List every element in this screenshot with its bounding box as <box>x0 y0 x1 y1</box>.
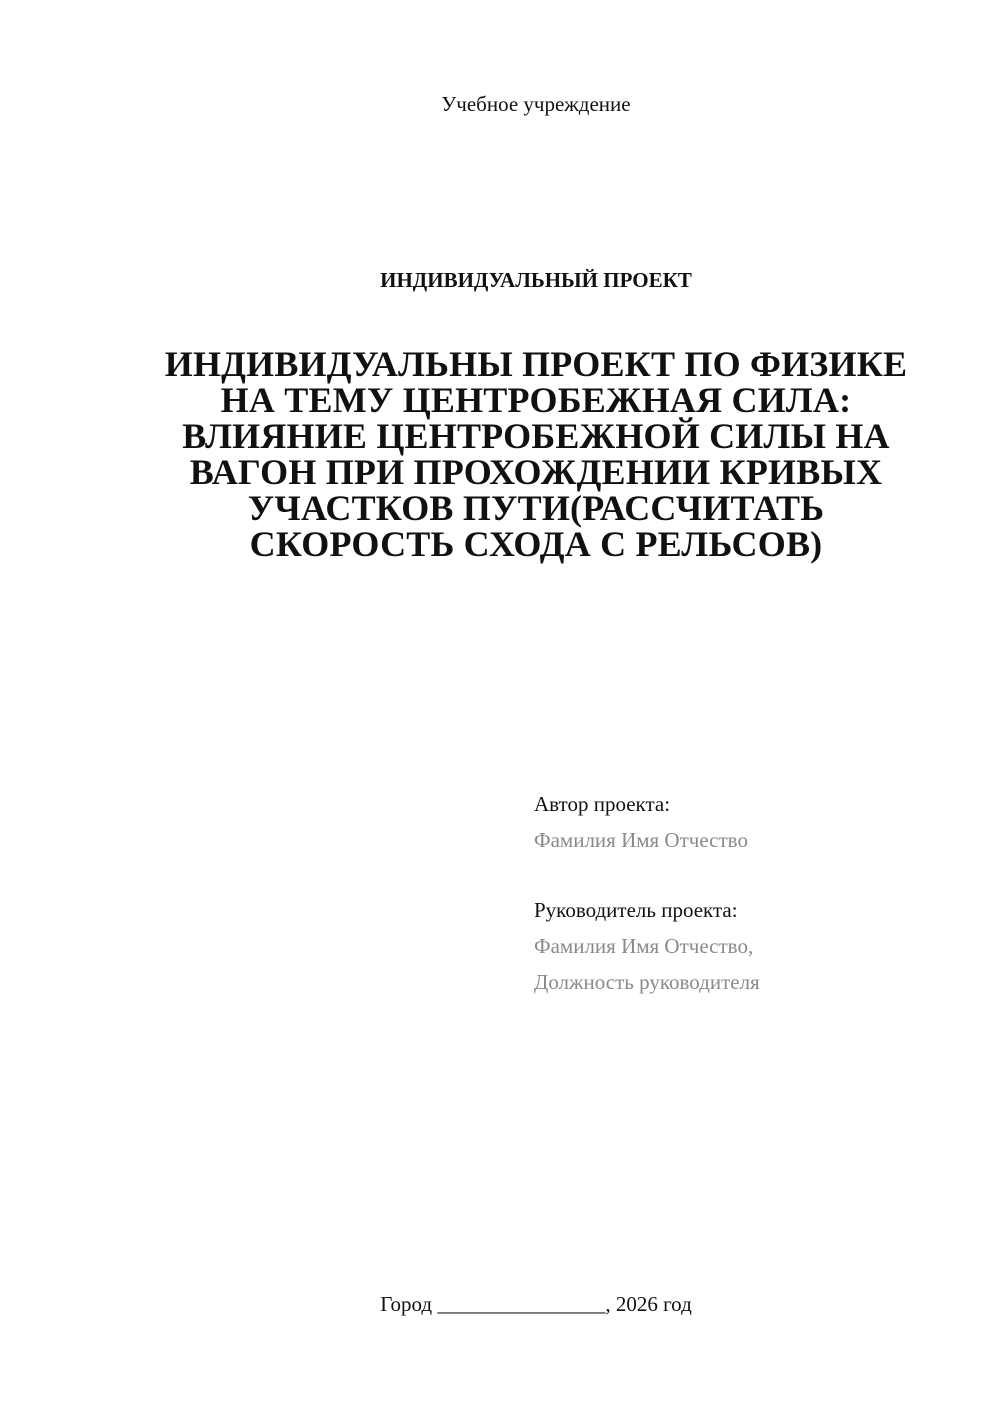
document-type: ИНДИВИДУАЛЬНЫЙ ПРОЕКТ <box>380 268 692 292</box>
city-year-footer: Город ________________, 2026 год <box>380 1292 692 1316</box>
supervisor-name: Фамилия Имя Отчество, <box>534 934 754 958</box>
author-label: Автор проекта: <box>534 792 671 816</box>
supervisor-position: Должность руководителя <box>534 970 760 994</box>
supervisor-label: Руководитель проекта: <box>534 898 738 922</box>
institution-name: Учебное учреждение <box>441 92 631 116</box>
author-name: Фамилия Имя Отчество <box>534 828 748 852</box>
supervisor-block <box>534 898 760 1006</box>
author-block <box>534 792 748 864</box>
project-title: ИНДИВИДУАЛЬНЫ ПРОЕКТ ПО ФИЗИКЕ НА ТЕМУ ЦЕНТРОБЕЖНАЯ СИЛА: ВЛИЯНИЕ ЦЕНТРОБЕЖНОЙ СИЛЫ НА ВАГОН ПРИ ПРОХОЖДЕНИИ КРИВЫХ УЧАСТКОВ ПУТИ(РАССЧИТАТЬ СКОРОСТЬ СХОДА С РЕЛЬСОВ) <box>164 344 908 564</box>
